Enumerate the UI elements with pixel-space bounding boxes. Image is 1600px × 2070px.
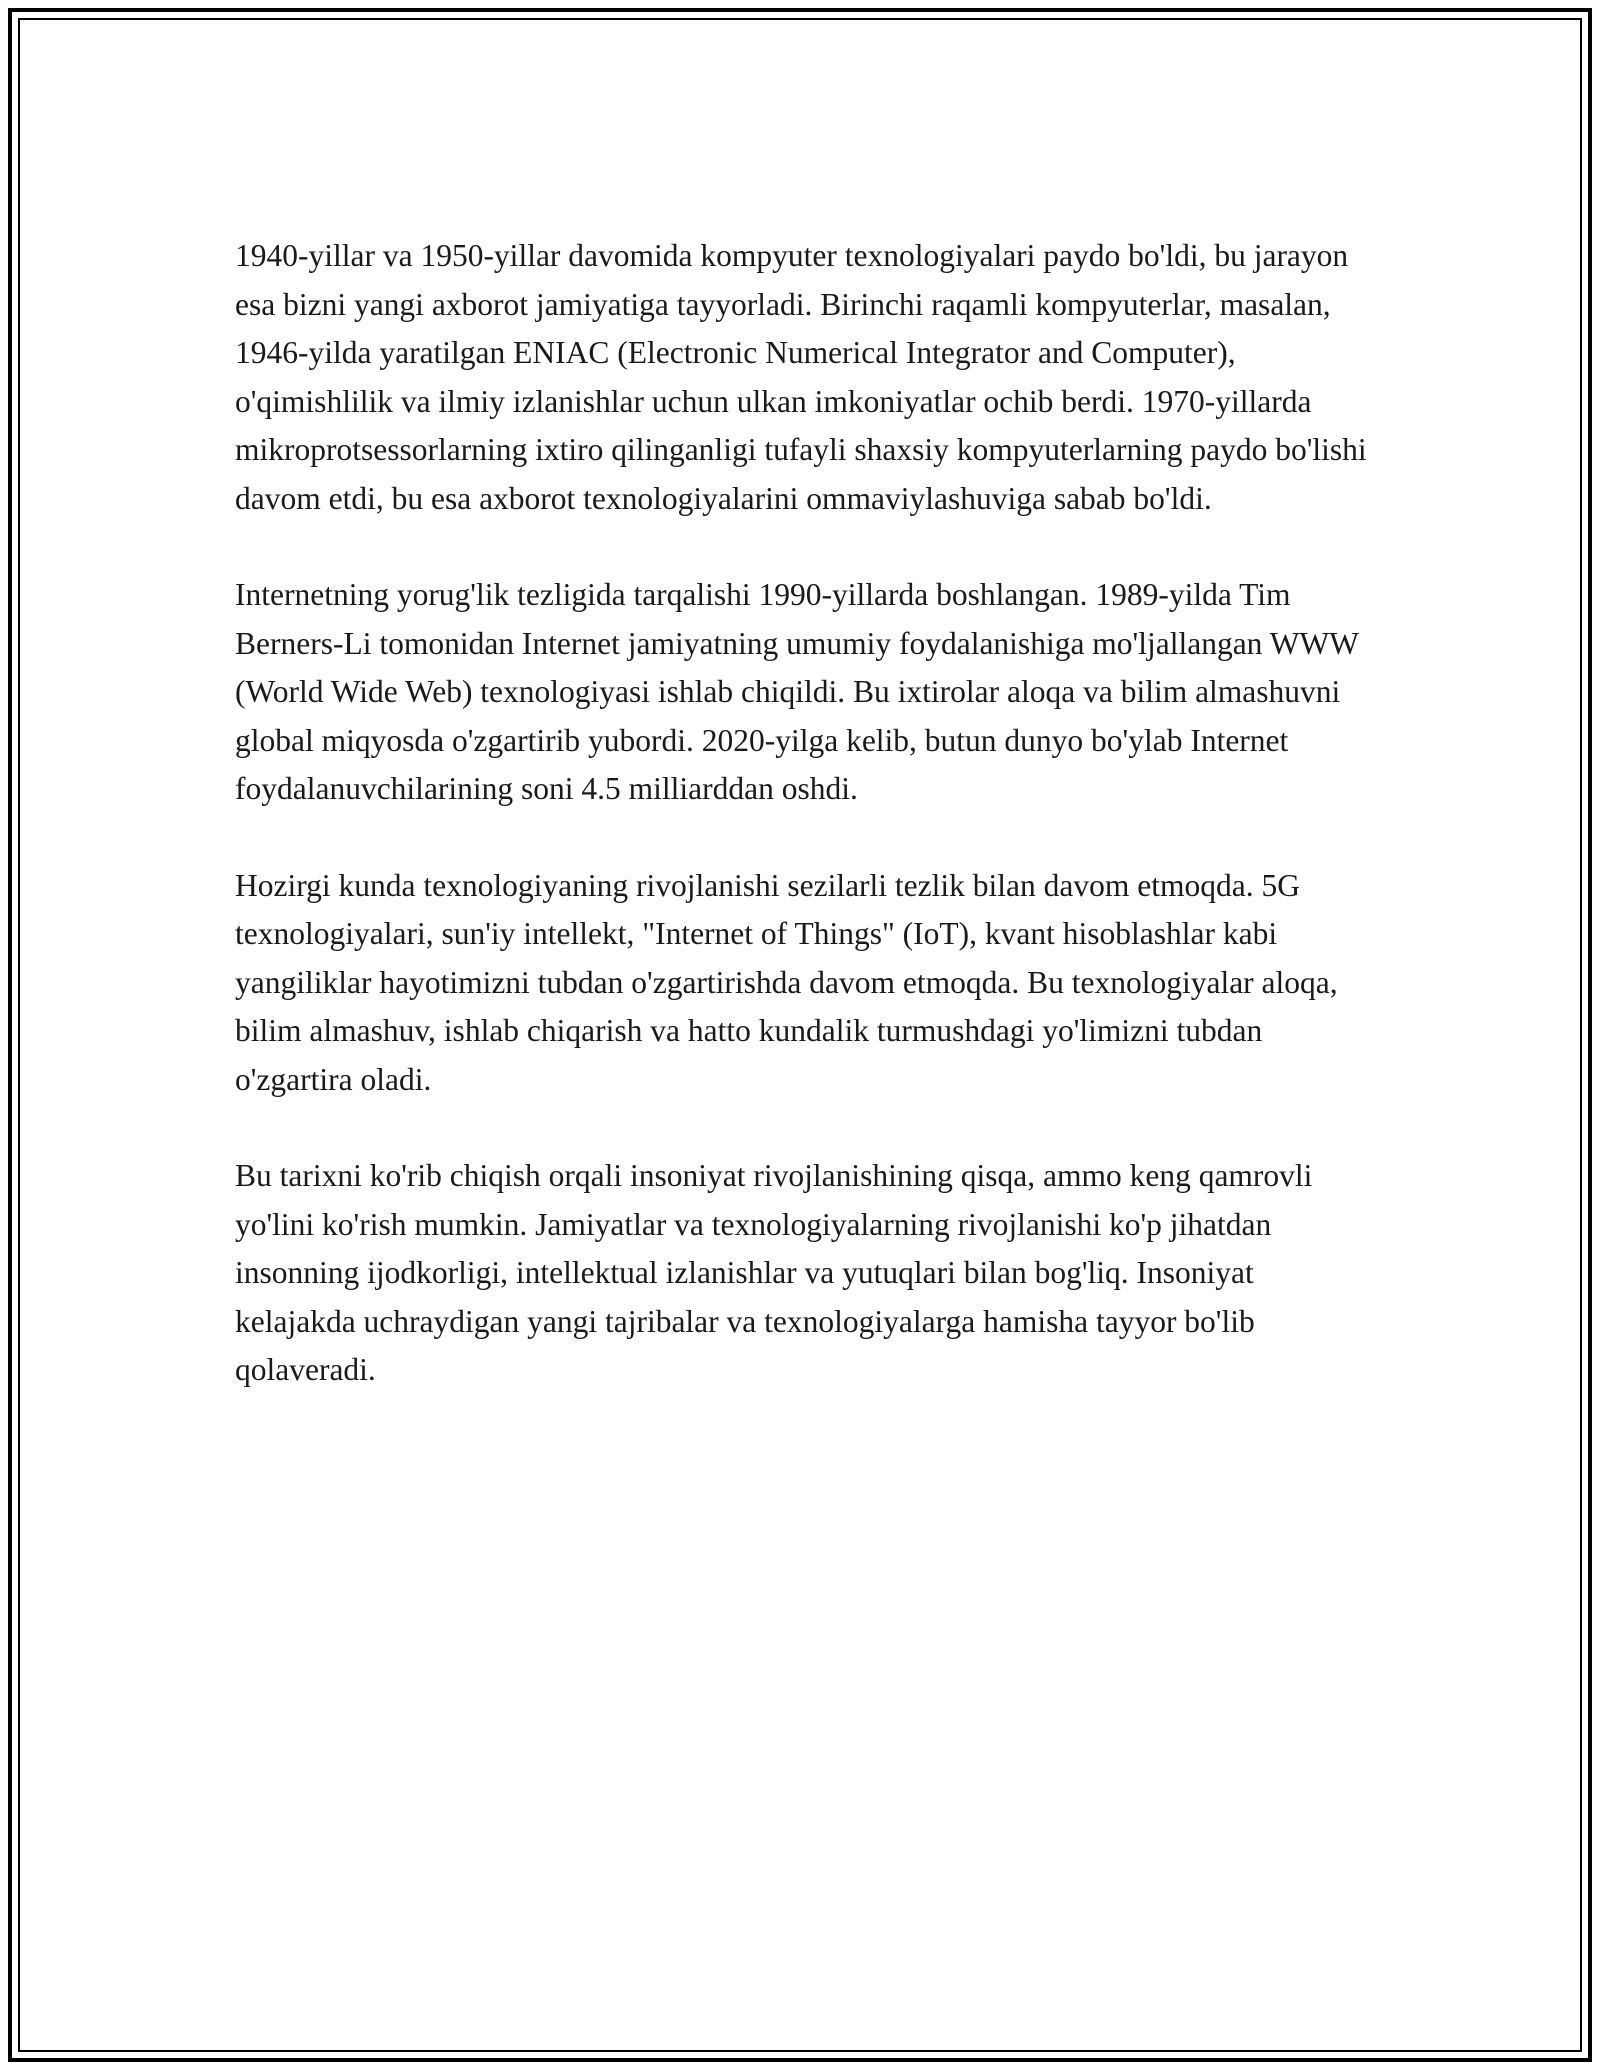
- document-body: [235, 232, 1375, 1443]
- paragraph-3: Hozirgi kunda texnologiyaning rivojlanishi sezilarli tezlik bilan davom etmoqda. 5G texnologiyalari, sun'iy intellekt, "Internet of Things" (IoT), kvant hisoblashlar kabi yangiliklar hayotimizni tubdan o'zgartirishda davom etmoqda. Bu texnologiyalar aloqa, bilim almashuv, ishlab chiqarish va hatto kundalik turmushdagi yo'limizni tubdan o'zgartira oladi.: [235, 867, 1338, 1097]
- paragraph-1: 1940-yillar va 1950-yillar davomida kompyuter texnologiyalari paydo bo'ldi, bu jarayon esa bizni yangi axborot jamiyatiga tayyorladi. Birinchi raqamli kompyuterlar, masalan, 1946-yilda yaratilgan ENIAC (Electronic Numerical Integrator and Computer), o'qimishlilik va ilmiy izlanishlar uchun ulkan imkoniyatlar ochib berdi. 1970-yillarda mikroprotsessorlarning ixtiro qilinganligi tufayli shaxsiy kompyuterlarning paydo bo'lishi davom etdi, bu esa axborot texnologiyalarini ommaviylashuviga sabab bo'ldi.: [235, 238, 1367, 516]
- paragraph-4: Bu tarixni ko'rib chiqish orqali insoniyat rivojlanishining qisqa, ammo keng qamrovli yo'lini ko'rish mumkin. Jamiyatlar va texnologiyalarning rivojlanishi ko'p jihatdan insonning ijodkorligi, intellektual izlanishlar va yutuqlari bilan bog'liq. Insoniyat kelajakda uchraydigan yangi tajribalar va texnologiyalarga hamisha tayyor bo'lib qolaveradi.: [235, 1158, 1313, 1387]
- paragraph-2: Internetning yorug'lik tezligida tarqalishi 1990-yillarda boshlangan. 1989-yilda Tim Berners-Li tomonidan Internet jamiyatning umumiy foydalanishiga mo'ljallangan WWW (World Wide Web) texnologiyasi ishlab chiqildi. Bu ixtirolar aloqa va bilim almashuvni global miqyosda o'zgartirib yubordi. 2020-yilga kelib, butun dunyo bo'ylab Internet foydalanuvchilarining soni 4.5 milliarddan oshdi.: [235, 577, 1359, 806]
